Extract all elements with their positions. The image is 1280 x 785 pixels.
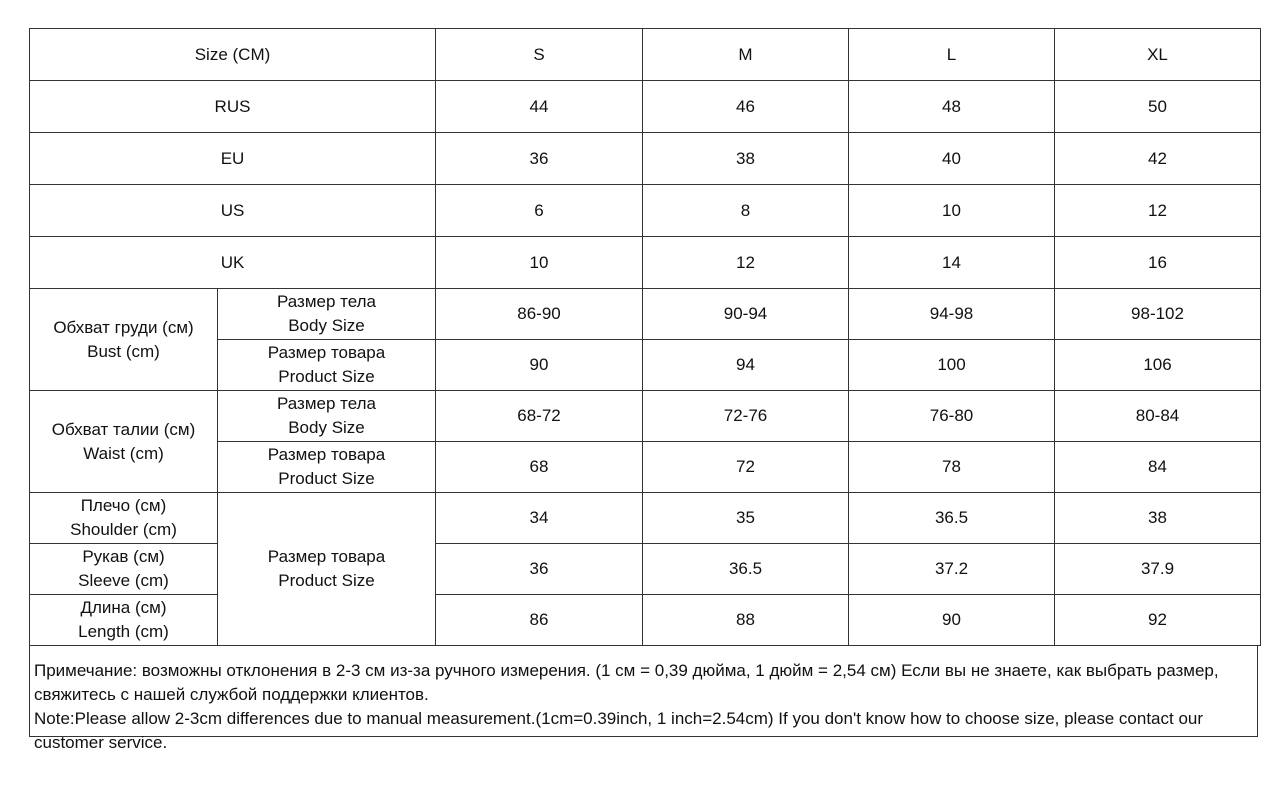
bust-product-size-label bbox=[218, 340, 436, 391]
header-row bbox=[30, 29, 1261, 81]
bust-product-s: 90 bbox=[436, 340, 643, 391]
eu-row bbox=[30, 133, 1261, 185]
shoulder-label-en: Shoulder (cm) bbox=[70, 520, 177, 539]
bust-body-l: 94-98 bbox=[849, 289, 1055, 340]
eu-s: 36 bbox=[436, 133, 643, 185]
product-size-group-label bbox=[218, 493, 436, 646]
body-size-en: Body Size bbox=[288, 316, 365, 335]
size-header-label: Size (CM) bbox=[30, 29, 436, 81]
bust-body-row bbox=[30, 289, 1261, 340]
uk-m: 12 bbox=[643, 237, 849, 289]
length-l: 90 bbox=[849, 595, 1055, 646]
sleeve-m: 36.5 bbox=[643, 544, 849, 595]
waist-body-m: 72-76 bbox=[643, 391, 849, 442]
us-s: 6 bbox=[436, 185, 643, 237]
sleeve-s: 36 bbox=[436, 544, 643, 595]
product-size-ru: Размер товара bbox=[267, 547, 386, 566]
uk-xl: 16 bbox=[1055, 237, 1261, 289]
rus-label: RUS bbox=[30, 81, 436, 133]
eu-l: 40 bbox=[849, 133, 1055, 185]
waist-body-size-label bbox=[218, 391, 436, 442]
shoulder-s: 34 bbox=[436, 493, 643, 544]
shoulder-label bbox=[30, 493, 218, 544]
eu-xl: 42 bbox=[1055, 133, 1261, 185]
note-ru: Примечание: возможны отклонения в 2-3 см из-за ручного измерения. (1 см = 0,39 дюйма, 1 дюйм = 2,54 см) Если вы не знаете, как выбрать размер, свяжитесь с нашей службой поддержки клиентов. bbox=[34, 661, 1219, 704]
length-s: 86 bbox=[436, 595, 643, 646]
size-table bbox=[29, 28, 1261, 646]
sleeve-l: 37.2 bbox=[849, 544, 1055, 595]
eu-label: EU bbox=[30, 133, 436, 185]
shoulder-l: 36.5 bbox=[849, 493, 1055, 544]
eu-m: 38 bbox=[643, 133, 849, 185]
us-xl: 12 bbox=[1055, 185, 1261, 237]
product-size-ru: Размер товара bbox=[267, 445, 386, 464]
rus-row bbox=[30, 81, 1261, 133]
shoulder-xl: 38 bbox=[1055, 493, 1261, 544]
shoulder-row bbox=[30, 493, 1261, 544]
uk-row bbox=[30, 237, 1261, 289]
waist-body-xl: 80-84 bbox=[1055, 391, 1261, 442]
bust-product-xl: 106 bbox=[1055, 340, 1261, 391]
sleeve-label-ru: Рукав (см) bbox=[82, 547, 165, 566]
waist-label-ru: Обхват талии (см) bbox=[51, 419, 196, 439]
product-size-en: Product Size bbox=[278, 367, 375, 386]
waist-product-size-label bbox=[218, 442, 436, 493]
sleeve-label bbox=[30, 544, 218, 595]
size-chart bbox=[29, 28, 1260, 752]
waist-body-row bbox=[30, 391, 1261, 442]
us-row bbox=[30, 185, 1261, 237]
length-label bbox=[30, 595, 218, 646]
waist-product-m: 72 bbox=[643, 442, 849, 493]
rus-s: 44 bbox=[436, 81, 643, 133]
sleeve-row bbox=[30, 544, 1261, 595]
shoulder-m: 35 bbox=[643, 493, 849, 544]
us-m: 8 bbox=[643, 185, 849, 237]
rus-l: 48 bbox=[849, 81, 1055, 133]
bust-product-m: 94 bbox=[643, 340, 849, 391]
product-size-en: Product Size bbox=[278, 571, 375, 590]
uk-s: 10 bbox=[436, 237, 643, 289]
product-size-en: Product Size bbox=[278, 469, 375, 488]
sleeve-label-en: Sleeve (cm) bbox=[78, 571, 169, 590]
waist-label-en: Waist (cm) bbox=[83, 443, 164, 463]
sleeve-xl: 37.9 bbox=[1055, 544, 1261, 595]
us-l: 10 bbox=[849, 185, 1055, 237]
rus-m: 46 bbox=[643, 81, 849, 133]
us-label: US bbox=[30, 185, 436, 237]
size-l-header: L bbox=[849, 29, 1055, 81]
length-m: 88 bbox=[643, 595, 849, 646]
bust-body-m: 90-94 bbox=[643, 289, 849, 340]
length-xl: 92 bbox=[1055, 595, 1261, 646]
note-en: Note:Please allow 2-3cm differences due to manual measurement.(1cm=0.39inch, 1 inch=2.54cm) If you don't know how to choose size, please contact our customer service. bbox=[34, 709, 1204, 752]
bust-label-ru: Обхват груди (см) bbox=[53, 317, 194, 337]
length-label-ru: Длина (см) bbox=[80, 598, 167, 617]
body-size-ru: Размер тела bbox=[276, 394, 376, 413]
size-s-header: S bbox=[436, 29, 643, 81]
bust-body-xl: 98-102 bbox=[1055, 289, 1261, 340]
waist-product-s: 68 bbox=[436, 442, 643, 493]
uk-l: 14 bbox=[849, 237, 1055, 289]
size-m-header: M bbox=[643, 29, 849, 81]
bust-product-l: 100 bbox=[849, 340, 1055, 391]
waist-label bbox=[30, 391, 218, 493]
product-size-ru: Размер товара bbox=[267, 343, 386, 362]
measurement-note bbox=[29, 646, 1258, 752]
shoulder-label-ru: Плечо (см) bbox=[80, 496, 167, 515]
bust-body-s: 86-90 bbox=[436, 289, 643, 340]
bust-label bbox=[30, 289, 218, 391]
bust-label-en: Bust (cm) bbox=[87, 341, 160, 361]
waist-product-xl: 84 bbox=[1055, 442, 1261, 493]
waist-body-s: 68-72 bbox=[436, 391, 643, 442]
uk-label: UK bbox=[30, 237, 436, 289]
size-xl-header: XL bbox=[1055, 29, 1261, 81]
body-size-ru: Размер тела bbox=[276, 292, 376, 311]
bust-body-size-label bbox=[218, 289, 436, 340]
length-row bbox=[30, 595, 1261, 646]
waist-product-l: 78 bbox=[849, 442, 1055, 493]
waist-body-l: 76-80 bbox=[849, 391, 1055, 442]
rus-xl: 50 bbox=[1055, 81, 1261, 133]
body-size-en: Body Size bbox=[288, 418, 365, 437]
length-label-en: Length (cm) bbox=[78, 622, 169, 641]
